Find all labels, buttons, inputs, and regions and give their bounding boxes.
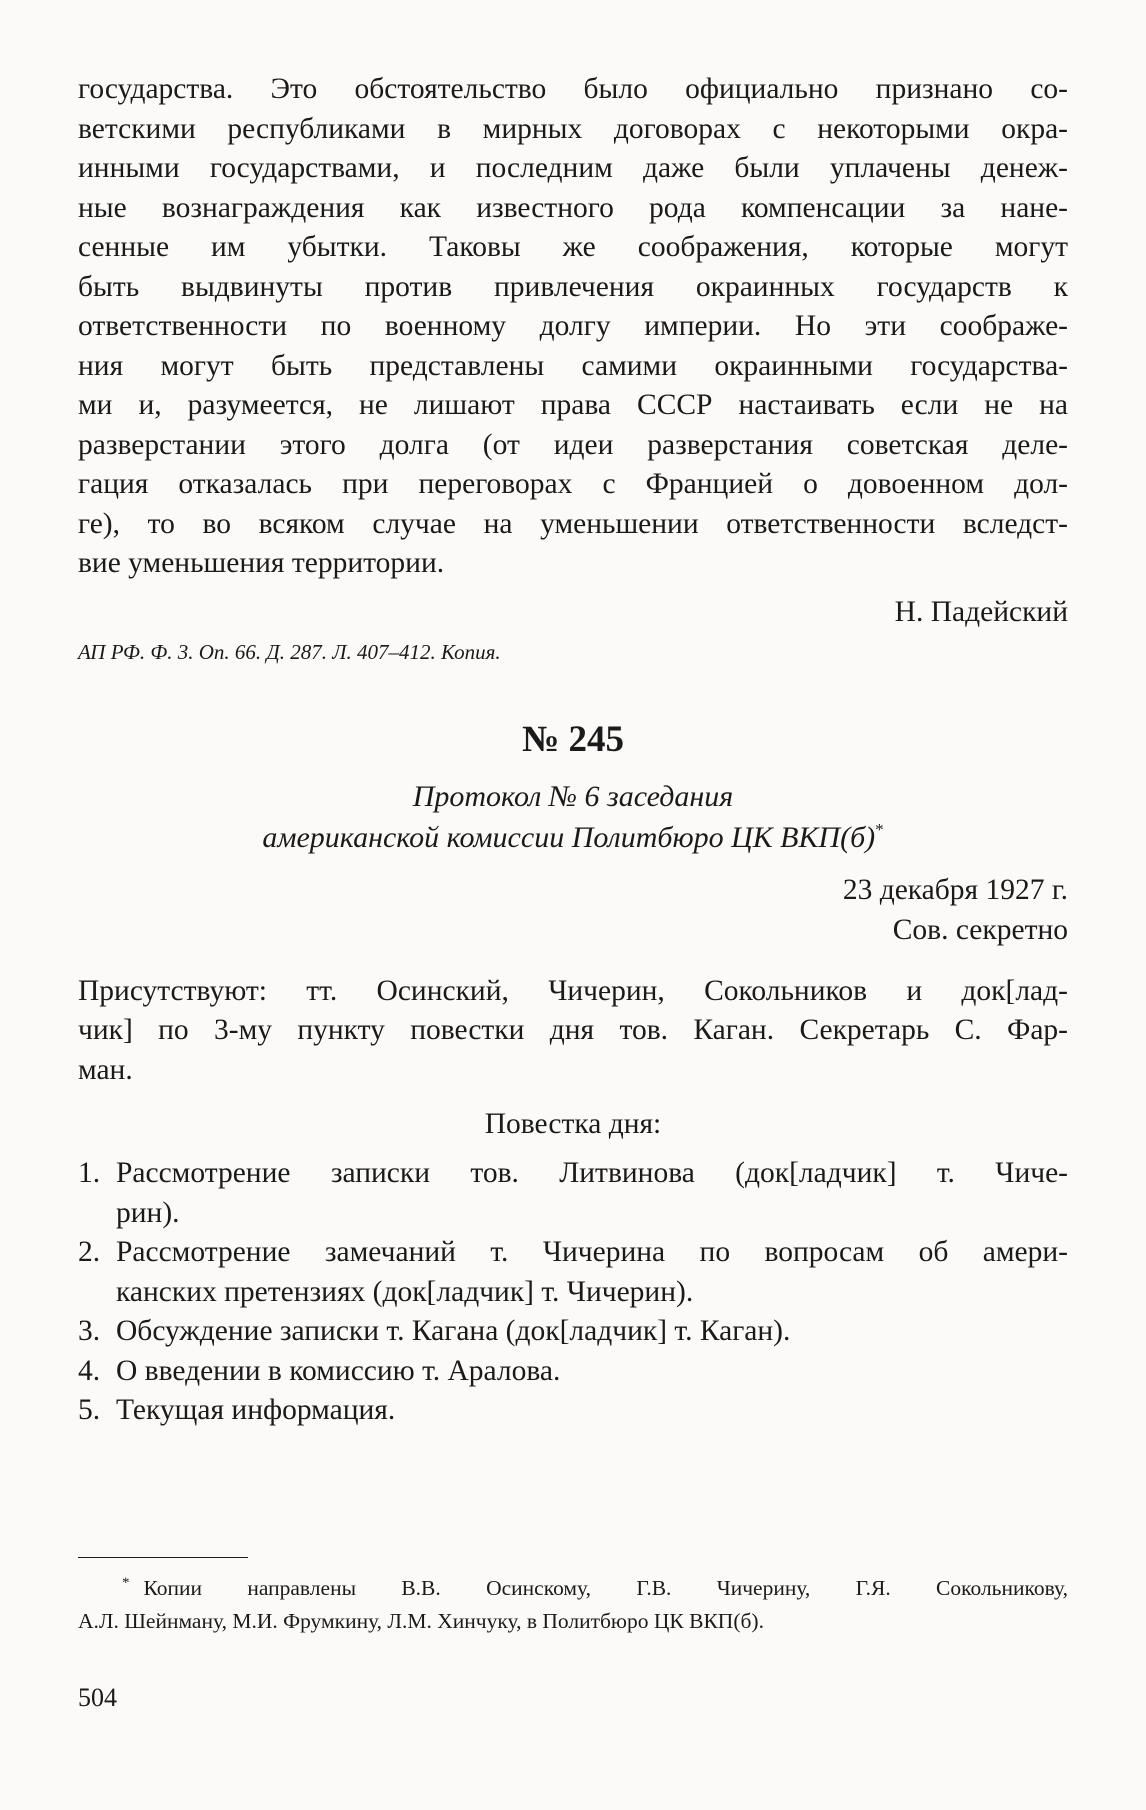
agenda-item-text: Обсуждение записки т. Кагана (док[ладчик] т. Каган). [116,1315,791,1347]
footnote-text: Копии направлены В.В. Осинскому, Г.В. Чичерину, Г.Я. Сокольникову, [143,1576,1068,1600]
agenda-item-text: канских претензиях (док[ладчик] т. Чичерин). [116,1275,694,1308]
agenda-item [78,1352,1068,1392]
paragraph-line: ния могут быть представлены самими окраинными государства- [78,349,1068,382]
paragraph-line: ные вознаграждения как известного рода компенсации за нане- [78,191,1068,224]
page-number: 504 [78,1683,117,1712]
signature: Н. Падейский [894,595,1068,628]
top-paragraph [78,70,1068,584]
paragraph-line: ответственности по военному долгу империи. Но эти соображе- [78,310,1068,342]
paragraph-line: ми и, разумеется, не лишают права СССР настаивать если не на [78,389,1068,421]
agenda-item-number: 1. [78,1157,101,1189]
paragraph-line: государства. Это обстоятельство было официально признано со- [78,73,1068,105]
agenda-item-text: О введении в комиссию т. Аралова. [116,1354,561,1387]
agenda-item [78,1312,1068,1352]
agenda-item-text: Текущая информация. [116,1394,396,1426]
document-title-line: Протокол № 6 заседания [412,779,734,813]
document-title-line: американской комиссии Политбюро ЦК ВКП(б) [262,820,876,854]
document-number: № 245 [522,718,624,760]
agenda-heading: Повестка дня: [484,1108,662,1140]
agenda-item [78,1391,1068,1431]
footnote-mark: * [122,1575,130,1591]
footnote [78,1572,1068,1638]
agenda-item-text: Рассмотрение замечаний т. Чичерина по вопросам об амери- [116,1236,1068,1268]
title-footnote-mark: * [875,819,884,839]
agenda-item-text: Рассмотрение записки тов. Литвинова (док[ладчик] т. Чиче- [116,1157,1068,1189]
paragraph-line: Присутствуют: тт. Осинский, Чичерин, Сокольников и док[лад- [78,974,1068,1007]
agenda-item-number: 5. [78,1394,101,1426]
paragraph-line: ге), то во всяком случае на уменьшении ответственности вследст- [78,507,1068,540]
attendees-paragraph [78,972,1068,1091]
footnote-divider [78,1557,248,1559]
document-page [78,70,1068,1714]
paragraph-line: разверстании этого долга (от идеи разверстания советская деле- [78,428,1068,461]
agenda-item [78,1233,1068,1312]
agenda-list [78,1154,1068,1431]
paragraph-line: ман. [78,1053,133,1086]
archive-source: АП РФ. Ф. 3. Оп. 66. Д. 287. Л. 407–412. Копия. [78,639,501,664]
agenda-item-number: 2. [78,1236,101,1268]
agenda-item [78,1154,1068,1233]
paragraph-line: чик] по 3-му пункту повестки дня тов. Каган. Секретарь С. Фар- [78,1014,1068,1046]
paragraph-line: быть выдвинуты против привлечения окраинных государств к [78,270,1068,303]
footnote-line [78,1572,1068,1605]
paragraph-line: сенные им убытки. Таковы же соображения, которые могут [78,231,1068,263]
paragraph-line: ветскими республиками в мирных договорах с некоторыми окра- [78,112,1068,145]
paragraph-line: вие уменьшения территории. [78,547,445,579]
footnote-line: А.Л. Шейнману, М.И. Фрумкину, Л.М. Хинчуку, в Политбюро ЦК ВКП(б). [78,1609,764,1633]
secrecy-label: Сов. секретно [892,913,1068,946]
document-title [78,776,1068,858]
paragraph-line: инными государствами, и последним даже были уплачены денеж- [78,152,1068,184]
document-date: 23 декабря 1927 г. [842,873,1068,906]
agenda-item-text: рин). [116,1196,180,1229]
agenda-item-number: 3. [78,1315,101,1347]
paragraph-line: гация отказалась при переговорах с Францией о довоенном дол- [78,468,1068,500]
agenda-item-number: 4. [78,1354,101,1387]
